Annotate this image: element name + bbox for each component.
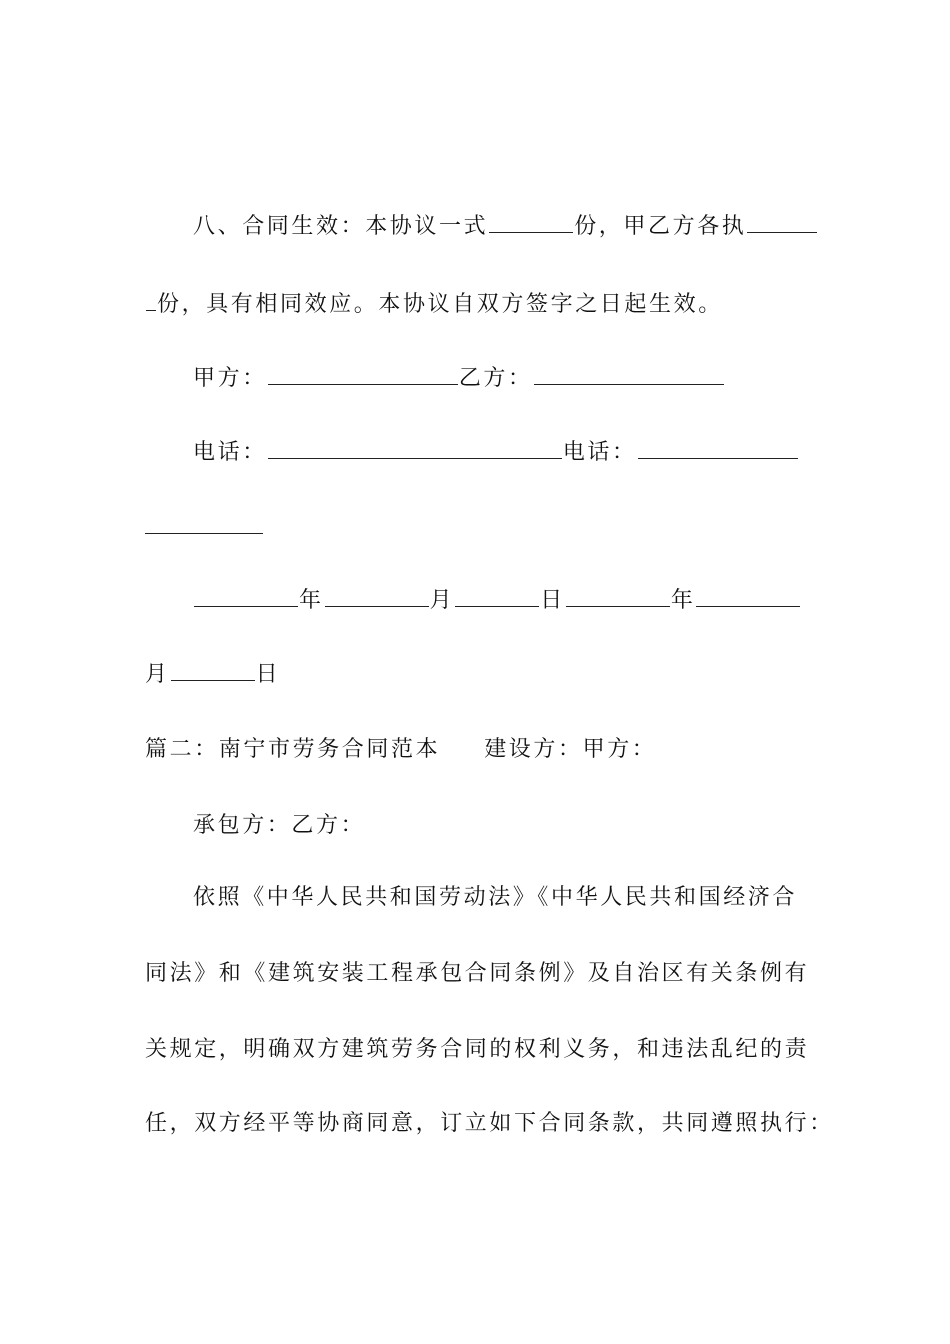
month-b-label: 月 <box>145 662 170 687</box>
phone-a-blank[interactable] <box>268 438 562 459</box>
party-b-label: 乙方： <box>458 366 533 391</box>
body-line-2: 同法》和《建筑安装工程承包合同条例》及自治区有关条例有 <box>145 961 810 986</box>
day-b-label: 日 <box>255 662 281 687</box>
phone-line <box>193 438 799 467</box>
year-b-blank[interactable] <box>566 586 670 607</box>
month-a-blank[interactable] <box>325 586 429 607</box>
day-a-label: 日 <box>540 588 565 613</box>
day-a-blank[interactable] <box>455 586 539 607</box>
clause8-text-b: 份，甲乙方各执 <box>574 214 747 239</box>
copies-each-blank-cont[interactable] <box>146 290 156 311</box>
copies-total-blank[interactable] <box>489 212 573 233</box>
day-b-blank[interactable] <box>171 660 255 681</box>
body-line-3: 关规定，明确双方建筑劳务合同的权利义务，和违法乱纪的责 <box>145 1037 810 1062</box>
party-b-blank[interactable] <box>534 364 724 385</box>
month-b-blank[interactable] <box>696 586 800 607</box>
section2-heading: 篇二：南宁市劳务合同范本 <box>145 737 441 762</box>
year-a-label: 年 <box>299 588 324 613</box>
contractor-line <box>193 812 365 840</box>
section2-heading-line <box>145 736 656 764</box>
phone-b-blank[interactable] <box>638 438 798 459</box>
clause8-line1 <box>193 212 818 241</box>
year-a-blank[interactable] <box>194 586 298 607</box>
month-a-label: 月 <box>429 588 455 613</box>
date-line-cont <box>145 660 280 689</box>
phone-label-a: 电话： <box>193 440 267 465</box>
party-a-label: 甲方： <box>193 366 267 391</box>
clause8-text-c: 份，具有相同效应。本协议自双方签字之日起生效。 <box>157 292 723 317</box>
party-signature-line <box>193 364 725 393</box>
clause8-text-a: 八、合同生效：本协议一式 <box>193 214 489 239</box>
body-line-4: 任，双方经平等协商同意，订立如下合同条款，共同遵照执行： <box>145 1111 834 1136</box>
body-line-1: 依照《中华人民共和国劳动法》《中华人民共和国经济合 <box>193 885 798 910</box>
phone-b-blank-cont[interactable] <box>145 532 263 534</box>
contractor-label: 承包方：乙方： <box>193 813 366 838</box>
party-a-blank[interactable] <box>268 364 458 385</box>
clause8-line2 <box>145 290 723 319</box>
copies-each-blank[interactable] <box>747 212 817 233</box>
year-b-label: 年 <box>670 588 696 613</box>
builder-label: 建设方：甲方： <box>484 737 657 762</box>
date-line <box>193 586 801 615</box>
phone-label-b: 电话： <box>562 440 637 465</box>
